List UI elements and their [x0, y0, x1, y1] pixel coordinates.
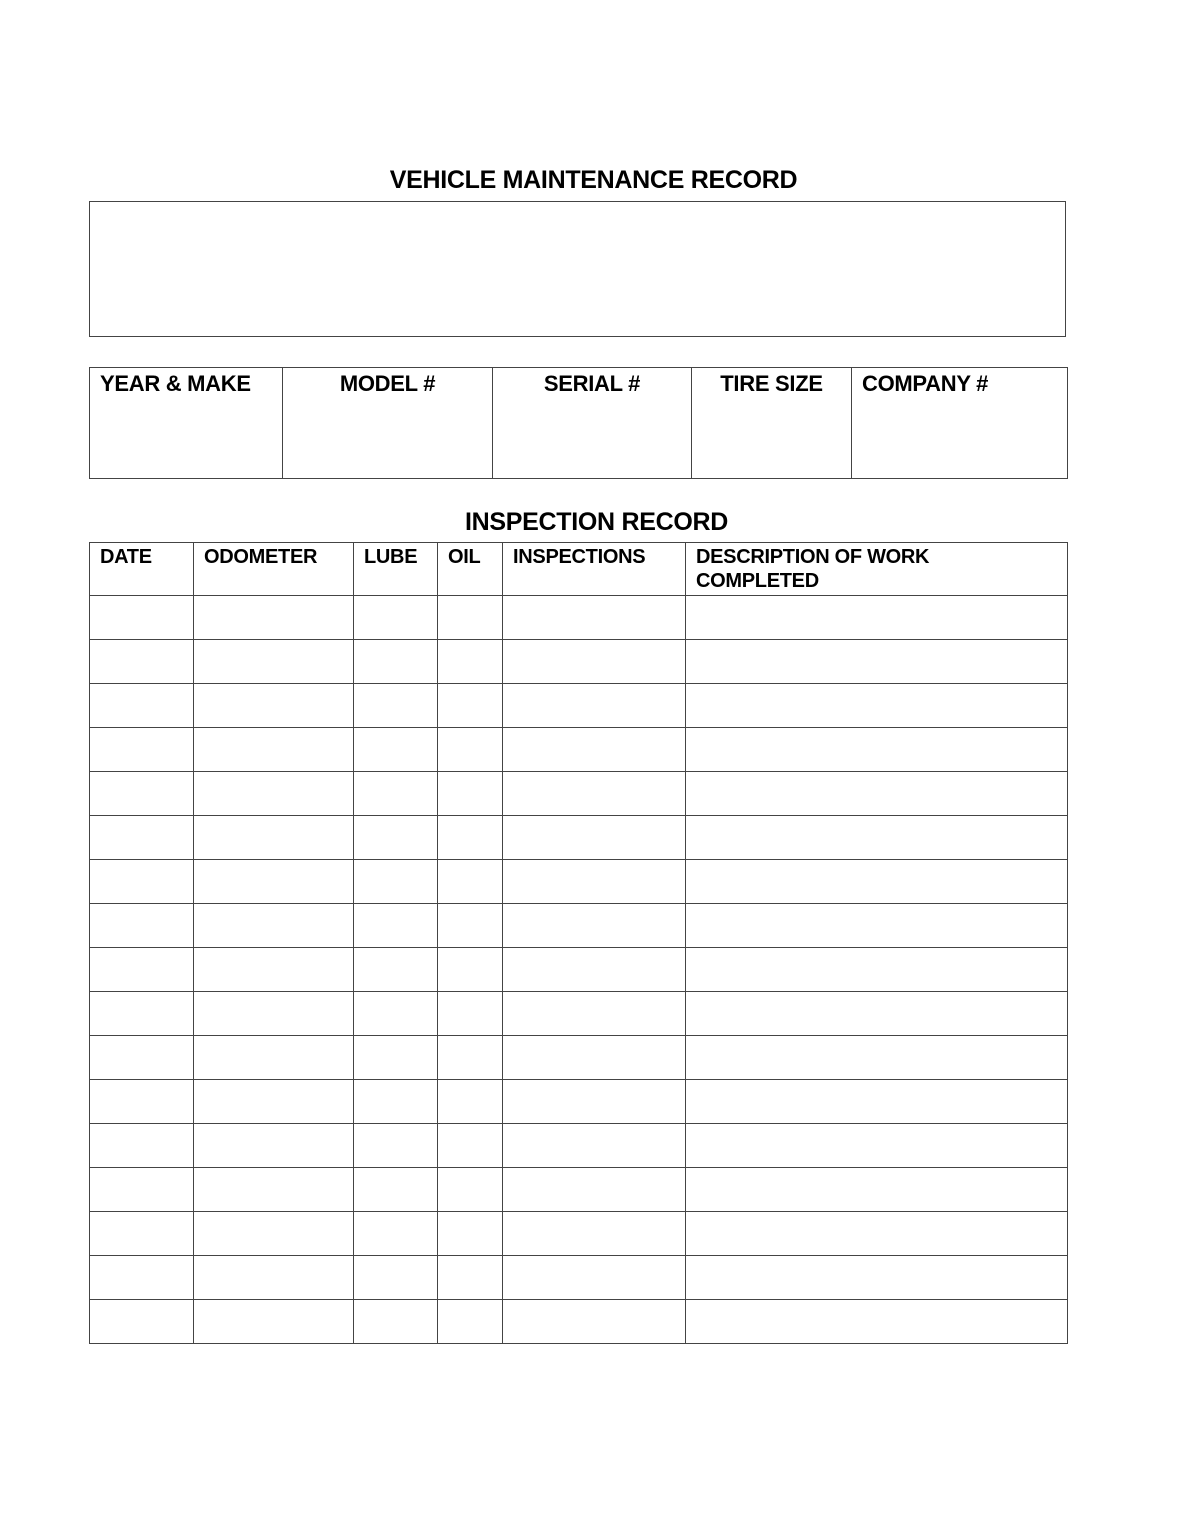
- date-cell[interactable]: [90, 596, 194, 640]
- lube-cell[interactable]: [354, 1300, 438, 1344]
- inspection-rows: [90, 596, 1068, 1344]
- inspections-cell[interactable]: [503, 1036, 686, 1080]
- oil-cell[interactable]: [438, 1168, 503, 1212]
- table-row: [90, 1036, 1068, 1080]
- inspections-cell[interactable]: [503, 640, 686, 684]
- description-cell[interactable]: [686, 992, 1068, 1036]
- inspections-cell[interactable]: [503, 992, 686, 1036]
- description-cell[interactable]: [686, 640, 1068, 684]
- table-row: [90, 948, 1068, 992]
- table-row: [90, 860, 1068, 904]
- description-cell[interactable]: [686, 596, 1068, 640]
- table-row: [90, 728, 1068, 772]
- inspections-cell[interactable]: [503, 860, 686, 904]
- table-row: [90, 772, 1068, 816]
- odometer-cell[interactable]: [194, 1124, 354, 1168]
- oil-cell[interactable]: [438, 1256, 503, 1300]
- oil-cell[interactable]: [438, 772, 503, 816]
- inspections-cell[interactable]: [503, 728, 686, 772]
- table-row: [90, 1300, 1068, 1344]
- description-cell[interactable]: [686, 1212, 1068, 1256]
- date-cell[interactable]: [90, 684, 194, 728]
- lube-cell[interactable]: [354, 904, 438, 948]
- lube-cell[interactable]: [354, 1080, 438, 1124]
- oil-cell[interactable]: [438, 948, 503, 992]
- oil-cell[interactable]: [438, 640, 503, 684]
- lube-cell[interactable]: [354, 992, 438, 1036]
- inspections-cell[interactable]: [503, 1300, 686, 1344]
- description-cell[interactable]: [686, 772, 1068, 816]
- table-row: [90, 992, 1068, 1036]
- table-row: [90, 684, 1068, 728]
- date-cell[interactable]: [90, 728, 194, 772]
- oil-cell[interactable]: [438, 992, 503, 1036]
- inspections-cell[interactable]: [503, 816, 686, 860]
- table-row: [90, 640, 1068, 684]
- oil-cell[interactable]: [438, 1124, 503, 1168]
- date-cell[interactable]: [90, 1300, 194, 1344]
- inspections-cell[interactable]: [503, 948, 686, 992]
- column-header-odometer: ODOMETER: [194, 543, 354, 596]
- lube-cell[interactable]: [354, 1036, 438, 1080]
- serial-number-field[interactable]: SERIAL #: [493, 368, 692, 479]
- oil-cell[interactable]: [438, 860, 503, 904]
- column-header-inspections: INSPECTIONS: [503, 543, 686, 596]
- oil-cell[interactable]: [438, 684, 503, 728]
- date-cell[interactable]: [90, 1168, 194, 1212]
- date-cell[interactable]: [90, 948, 194, 992]
- date-cell[interactable]: [90, 992, 194, 1036]
- inspections-cell[interactable]: [503, 904, 686, 948]
- lube-cell[interactable]: [354, 640, 438, 684]
- odometer-cell[interactable]: [194, 728, 354, 772]
- description-cell[interactable]: [686, 1036, 1068, 1080]
- table-row: [90, 1212, 1068, 1256]
- description-cell[interactable]: [686, 860, 1068, 904]
- odometer-cell[interactable]: [194, 640, 354, 684]
- description-cell[interactable]: [686, 904, 1068, 948]
- lube-cell[interactable]: [354, 860, 438, 904]
- oil-cell[interactable]: [438, 1036, 503, 1080]
- inspection-header-row: [90, 543, 1068, 596]
- vehicle-notes-box[interactable]: [89, 201, 1066, 337]
- lube-cell[interactable]: [354, 684, 438, 728]
- odometer-cell[interactable]: [194, 1256, 354, 1300]
- table-row: [90, 1124, 1068, 1168]
- column-header-lube: LUBE: [354, 543, 438, 596]
- inspections-cell[interactable]: [503, 1124, 686, 1168]
- lube-cell[interactable]: [354, 1168, 438, 1212]
- odometer-cell[interactable]: [194, 1300, 354, 1344]
- date-cell[interactable]: [90, 640, 194, 684]
- date-cell[interactable]: [90, 772, 194, 816]
- company-number-field[interactable]: COMPANY #: [852, 368, 1068, 479]
- inspection-record-table: [89, 542, 1068, 1344]
- date-cell[interactable]: [90, 816, 194, 860]
- lube-cell[interactable]: [354, 948, 438, 992]
- date-cell[interactable]: [90, 1124, 194, 1168]
- lube-cell[interactable]: [354, 772, 438, 816]
- oil-cell[interactable]: [438, 728, 503, 772]
- odometer-cell[interactable]: [194, 1168, 354, 1212]
- table-row: [90, 596, 1068, 640]
- inspections-cell[interactable]: [503, 1080, 686, 1124]
- odometer-cell[interactable]: [194, 948, 354, 992]
- inspections-cell[interactable]: [503, 684, 686, 728]
- table-row: [90, 1256, 1068, 1300]
- column-header-description: DESCRIPTION OF WORK COMPLETED: [686, 543, 1068, 596]
- table-row: [90, 1080, 1068, 1124]
- lube-cell[interactable]: [354, 1124, 438, 1168]
- inspections-cell[interactable]: [503, 772, 686, 816]
- description-cell[interactable]: [686, 684, 1068, 728]
- odometer-cell[interactable]: [194, 596, 354, 640]
- date-cell[interactable]: [90, 860, 194, 904]
- lube-cell[interactable]: [354, 816, 438, 860]
- oil-cell[interactable]: [438, 904, 503, 948]
- odometer-cell[interactable]: [194, 684, 354, 728]
- column-header-date: DATE: [90, 543, 194, 596]
- description-cell[interactable]: [686, 1124, 1068, 1168]
- date-cell[interactable]: [90, 904, 194, 948]
- tire-size-field[interactable]: TIRE SIZE: [692, 368, 852, 479]
- inspections-cell[interactable]: [503, 1256, 686, 1300]
- date-cell[interactable]: [90, 1080, 194, 1124]
- oil-cell[interactable]: [438, 1080, 503, 1124]
- description-cell[interactable]: [686, 1168, 1068, 1212]
- description-cell[interactable]: [686, 728, 1068, 772]
- inspections-cell[interactable]: [503, 596, 686, 640]
- oil-cell[interactable]: [438, 596, 503, 640]
- date-cell[interactable]: [90, 1036, 194, 1080]
- document-title: VEHICLE MAINTENANCE RECORD: [389, 166, 798, 194]
- inspections-cell[interactable]: [503, 1168, 686, 1212]
- odometer-cell[interactable]: [194, 1036, 354, 1080]
- description-cell[interactable]: [686, 816, 1068, 860]
- vehicle-info-table: [89, 367, 1068, 479]
- description-cell[interactable]: [686, 1080, 1068, 1124]
- date-cell[interactable]: [90, 1212, 194, 1256]
- description-cell[interactable]: [686, 1300, 1068, 1344]
- odometer-cell[interactable]: [194, 992, 354, 1036]
- inspections-cell[interactable]: [503, 1212, 686, 1256]
- description-cell[interactable]: [686, 948, 1068, 992]
- odometer-cell[interactable]: [194, 816, 354, 860]
- table-row: [90, 816, 1068, 860]
- oil-cell[interactable]: [438, 1300, 503, 1344]
- description-cell[interactable]: [686, 1256, 1068, 1300]
- odometer-cell[interactable]: [194, 1080, 354, 1124]
- lube-cell[interactable]: [354, 1256, 438, 1300]
- lube-cell[interactable]: [354, 728, 438, 772]
- table-row: [90, 904, 1068, 948]
- inspection-record-title: INSPECTION RECORD: [465, 508, 728, 536]
- oil-cell[interactable]: [438, 1212, 503, 1256]
- date-cell[interactable]: [90, 1256, 194, 1300]
- year-make-field[interactable]: YEAR & MAKE: [90, 368, 283, 479]
- oil-cell[interactable]: [438, 816, 503, 860]
- odometer-cell[interactable]: [194, 1212, 354, 1256]
- odometer-cell[interactable]: [194, 772, 354, 816]
- odometer-cell[interactable]: [194, 904, 354, 948]
- lube-cell[interactable]: [354, 1212, 438, 1256]
- column-header-oil: OIL: [438, 543, 503, 596]
- model-number-field[interactable]: MODEL #: [283, 368, 493, 479]
- odometer-cell[interactable]: [194, 860, 354, 904]
- table-row: [90, 1168, 1068, 1212]
- lube-cell[interactable]: [354, 596, 438, 640]
